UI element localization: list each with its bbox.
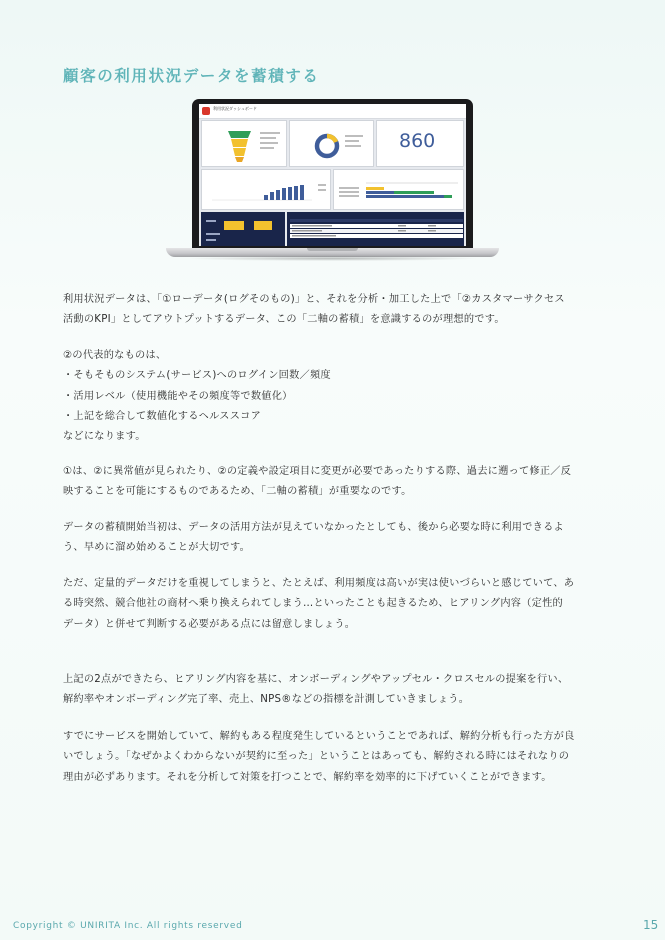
paragraph-7 — [63, 727, 603, 788]
dark-table-panel — [287, 212, 464, 246]
text-line: などになります。 — [63, 431, 146, 443]
list-item: ・活用レベル（使用機能やその頻度等で数値化） — [63, 390, 293, 402]
text-line: 解約率やオンボーディング完了率、売上、NPS®などの指標を計測していきましょう。 — [63, 694, 470, 706]
text-line: 理由が必ずあります。それを分析して対策を打つことで、解約率を効率的に下げていくことができます。 — [63, 771, 552, 783]
text-line: 上記の2点ができたら、ヒアリング内容を基に、オンボーディングやアップセル・クロスセルの提案を行い、 — [63, 674, 569, 685]
funnel-chart — [202, 121, 287, 167]
dashboard-screen — [199, 104, 466, 246]
bar-chart-panel — [201, 169, 331, 210]
laptop-shadow — [186, 256, 479, 261]
text-line: 利用状況データは、「①ローデータ(ログそのもの)」と、それを分析・加工した上で「②カスタマーサクセス — [63, 294, 565, 305]
text-line: データの蓄積開始当初は、データの活用方法が見えていなかったとしても、後から必要な時に利用できるよ — [63, 522, 564, 533]
text-line: いでしょう。「なぜかよくわからないが契約に至った」ということはあっても、解約される時にはそれなりの — [63, 751, 570, 763]
page-number: 15 — [643, 918, 659, 932]
text-line: 活動のKPI」としてアウトプットするデータ、この「二軸の蓄積」を意識するのが理想的です。 — [63, 314, 505, 326]
text-line: る時突然、競合他社の商材へ乗り換えられてしまう…といったことも起きるため、ヒアリング内容（定性的 — [63, 598, 563, 610]
text-line: ただ、定量的データだけを重視してしまうと、たとえば、利用頻度は高いが実は使いづらいと感じていて、あ — [63, 578, 575, 589]
status-blocks — [202, 213, 285, 246]
data-table — [288, 213, 464, 246]
app-title: 利用状況ダッシュボード — [213, 106, 257, 111]
paragraph-3 — [63, 462, 603, 503]
paragraph-6 — [63, 670, 603, 711]
metric-panel — [376, 120, 464, 167]
paragraph-4 — [63, 518, 603, 559]
laptop-bezel — [192, 99, 473, 248]
copyright-notice: Copyright © UNIRITA Inc. All rights reserved — [13, 921, 243, 931]
list-item: ・上記を総合して数値化するヘルススコア — [63, 410, 262, 422]
horizontal-bar-panel — [333, 169, 464, 210]
text-line: すでにサービスを開始していて、解約もある程度発生しているということであれば、解約分析も行った方が良 — [63, 731, 575, 742]
paragraph-5 — [63, 574, 603, 635]
text-line: データ）と併せて判断する必要がある点には留意しましょう。 — [63, 618, 356, 630]
laptop-notch — [307, 248, 358, 251]
paragraph-1 — [63, 290, 603, 331]
paragraph-2 — [63, 346, 603, 447]
app-header — [199, 104, 466, 119]
laptop-dashboard-image — [166, 99, 499, 261]
column-chart — [202, 170, 331, 210]
text-line: ①は、②に異常値が見られたり、②の定義や設定項目に変更が必要であったりする際、過去に遡って修正／反 — [63, 466, 572, 477]
page-title: 顧客の利用状況データを蓄積する — [63, 67, 320, 85]
text-line: う、早めに溜め始めることが大切です。 — [63, 542, 251, 554]
metric-value: 860 — [399, 130, 436, 152]
text-line: ②の代表的なものは、 — [63, 350, 167, 361]
donut-chart — [290, 121, 374, 167]
list-item: ・そもそものシステム(サービス)へのログイン回数／頻度 — [63, 370, 331, 382]
funnel-panel — [201, 120, 287, 167]
horizontal-bar-chart — [334, 170, 464, 210]
dark-status-panel — [201, 212, 285, 246]
app-logo-icon — [202, 107, 210, 115]
text-line: 映することを可能にするものであるため、「二軸の蓄積」が重要なのです。 — [63, 486, 412, 498]
donut-panel — [289, 120, 374, 167]
